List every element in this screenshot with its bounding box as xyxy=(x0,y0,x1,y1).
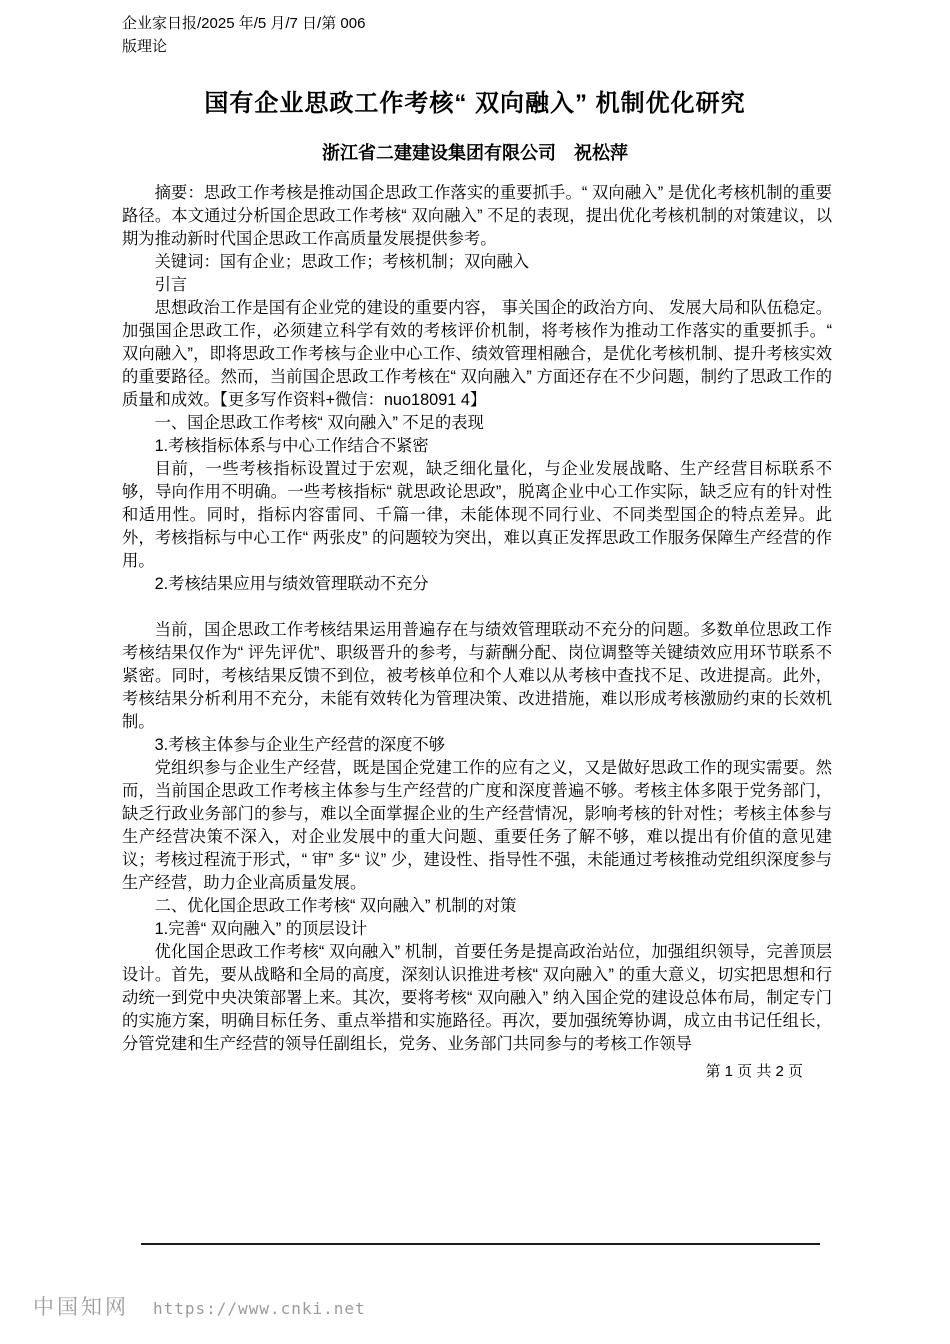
paragraph: 当前，国企思政工作考核结果运用普遍存在与绩效管理联动不充分的问题。多数单位思政工作考核结果仅作为“ 评先评优”、职级晋升的参考，与薪酬分配、岗位调整等关键绩效应用环节联系不紧密。同时，考核结果反馈不到位，被考核单位和个人难以从考核中查找不足、改进提高。此外，考核结果分析利用不充分，未能有效转化为管理决策、改进措施，难以形成考核激励约束的长效机制。 xyxy=(122,621,832,731)
header-source-line: 企业家日报/2025 年/5 月/7 日/第 006 xyxy=(122,15,366,32)
paragraph: 1.完善“ 双向融入” 的顶层设计 xyxy=(154,920,368,938)
page-number: 第 1 页 共 2 页 xyxy=(705,1063,803,1080)
page-header xyxy=(122,12,365,58)
paragraph: 二、优化国企思政工作考核“ 双向融入” 机制的对策 xyxy=(154,897,517,915)
cnki-site-url: https://www.cnki.net xyxy=(153,1299,366,1318)
paragraph: 优化国企思政工作考核“ 双向融入” 机制，首要任务是提高政治站位，加强组织领导，完善顶层设计。首先，要从战略和全局的高度，深刻认识推进考核“ 双向融入” 的重大意义，切实把思想和行动统一到党中央决策部署上来。其次，要将考核“ 双向融入” 纳入国企党的建设总体布局，制定专门的实施方案，明确目标任务、重点举措和实施路径。再次，要加强统筹协调，成立由书记任组长，分管党建和生产经营的领导任副组长，党务、业务部门共同参与的考核工作领导 xyxy=(122,943,832,1053)
paragraph: 一、国企思政工作考核“ 双向融入” 不足的表现 xyxy=(154,414,484,432)
paragraph: 1.考核指标体系与中心工作结合不紧密 xyxy=(154,437,429,455)
doc-body xyxy=(122,182,837,1056)
header-section-line: 版理论 xyxy=(122,38,168,55)
paragraph: 摘要：思政工作考核是推动国企思政工作落实的重要抓手。“ 双向融入” 是优化考核机制的重要路径。本文通过分析国企思政工作考核“ 双向融入” 不足的表现，提出优化考核机制的对策建议，以期为推动新时代国企思政工作高质量发展提供参考。 xyxy=(122,184,832,248)
footer-divider-line xyxy=(141,1243,820,1245)
paragraph: 思想政治工作是国有企业党的建设的重要内容， 事关国企的政治方向、 发展大局和队伍稳定。加强国企思政工作，必须建立科学有效的考核评价机制，将考核作为推动工作落实的重要抓手。“ 双向融入”，即将思政工作考核与企业中心工作、绩效管理相融合，是优化考核机制、提升考核实效的重要路径。然而，当前国企思政工作考核在“ 双向融入” 方面还存在不少问题，制约了思政工作的质量和成效。【更多写作资料+微信：nuo18091 4】 xyxy=(122,299,837,409)
paragraph: 目前，一些考核指标设置过于宏观，缺乏细化量化，与企业发展战略、生产经营目标联系不够，导向作用不明确。一些考核指标“ 就思政论思政”，脱离企业中心工作实际，缺乏应有的针对性和适用性。同时，指标内容雷同、千篇一律，未能体现不同行业、不同类型国企的特点差异。此外，考核指标与中心工作“ 两张皮” 的问题较为突出，难以真正发挥思政工作服务保障生产经营的作用。 xyxy=(122,460,832,570)
cnki-watermark xyxy=(33,1291,366,1321)
paragraph: 关键词：国有企业；思政工作；考核机制；双向融入 xyxy=(154,253,530,271)
paragraph: 党组织参与企业生产经营，既是国企党建工作的应有之义，又是做好思政工作的现实需要。然而，当前国企思政工作考核主体参与生产经营的广度和深度普遍不够。考核主体多限于党务部门，缺乏行政业务部门的参与，难以全面掌握企业的生产经营情况，影响考核的针对性；考核主体参与生产经营决策不深入，对企业发展中的重大问题、重要任务了解不够，难以提出有价值的意见建议；考核过程流于形式，“ 审” 多“ 议” 少，建设性、指导性不强，未能通过考核推动党组织深度参与生产经营，助力企业高质量发展。 xyxy=(122,759,832,892)
paragraph: 2.考核结果应用与绩效管理联动不充分 xyxy=(154,575,429,593)
paragraph: 引言 xyxy=(154,276,188,294)
paragraph: 3.考核主体参与企业生产经营的深度不够 xyxy=(154,736,445,754)
doc-title: 国有企业思政工作考核“ 双向融入” 机制优化研究 xyxy=(204,90,746,117)
paragraph xyxy=(122,596,832,619)
doc-author: 浙江省二建建设集团有限公司 祝松萍 xyxy=(322,143,628,163)
cnki-site-name: 中国知网 xyxy=(33,1295,129,1319)
